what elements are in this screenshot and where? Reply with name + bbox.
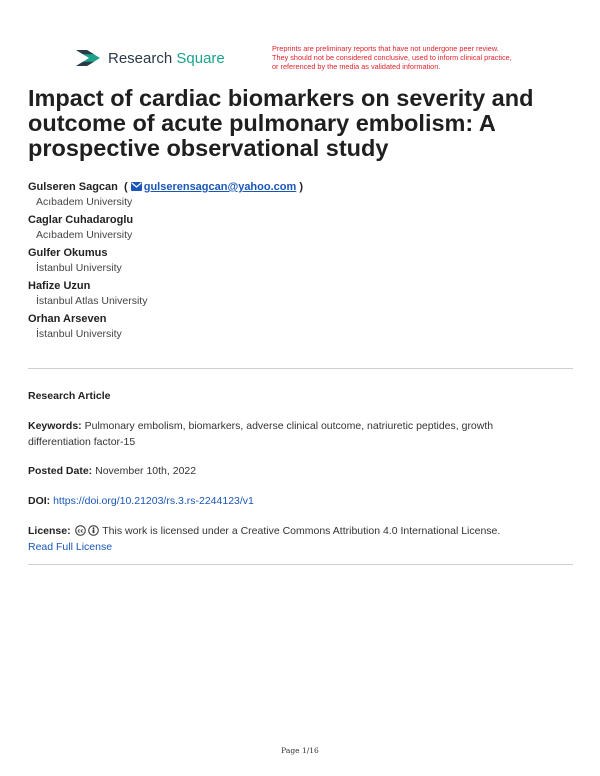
brand-name [108, 50, 225, 67]
doi-link[interactable]: https://doi.org/10.21203/rs.3.rs-2244123/v1 [53, 495, 254, 507]
author-name: Orhan Arseven [28, 313, 107, 325]
author-affiliation: İstanbul University [36, 328, 122, 340]
author-email-link[interactable]: gulserensagcan@yahoo.com [143, 181, 297, 193]
svg-text:cc: cc [77, 528, 83, 535]
author-name: Hafize Uzun [28, 280, 91, 292]
doi-label: DOI: [28, 495, 51, 507]
research-square-logo [74, 47, 225, 69]
cc-icon [75, 525, 86, 536]
posted-date [28, 463, 573, 479]
research-square-logo-icon [74, 47, 102, 69]
author-name: Caglar Cuhadaroglu [28, 214, 134, 226]
disclaimer-line: or referenced by the media as validated information. [272, 62, 441, 71]
author-name: Gulfer Okumus [28, 247, 108, 259]
brand-name-part2: Square [176, 49, 225, 67]
keywords-label: Keywords: [28, 420, 82, 432]
disclaimer-line: Preprints are preliminary reports that have not undergone peer review. [272, 44, 499, 53]
license-label: License: [28, 525, 71, 537]
preprint-disclaimer [272, 44, 562, 71]
author-entry [28, 213, 568, 243]
paper-title: Impact of cardiac biomarkers on severity and outcome of acute pulmonary embolism: A prospective observational study [28, 85, 534, 161]
divider [28, 564, 573, 565]
keywords [28, 418, 573, 450]
license-text: This work is licensed under a Creative Commons Attribution 4.0 International License. [102, 525, 501, 537]
author-entry: Gulseren Sagcan ( gulserensagcan@yahoo.com ) Acıbadem University [28, 180, 568, 210]
attribution-icon [88, 525, 99, 536]
author-list [28, 180, 568, 345]
keywords-text: Pulmonary embolism, biomarkers, adverse clinical outcome, natriuretic peptides, growth [84, 420, 494, 432]
read-full-license-link[interactable]: Read Full License [28, 541, 113, 553]
envelope-icon [131, 182, 142, 191]
doi [28, 493, 573, 509]
author-entry [28, 312, 568, 342]
author-entry [28, 246, 568, 276]
author-affiliation: Acıbadem University [36, 229, 133, 241]
posted-date-value: November 10th, 2022 [95, 465, 197, 477]
disclaimer-line: They should not be considered conclusive, used to inform clinical practice, [272, 53, 512, 62]
author-affiliation: İstanbul Atlas University [36, 295, 148, 307]
page-number: Page 1/16 [281, 746, 319, 755]
author-affiliation: İstanbul University [36, 262, 122, 274]
article-type [28, 388, 573, 404]
keywords-text-continued: differentiation factor-15 [28, 436, 136, 448]
brand-name-part1: Research [108, 49, 173, 67]
divider [28, 368, 573, 369]
posted-date-label: Posted Date: [28, 465, 93, 477]
license [28, 523, 573, 555]
author-entry [28, 279, 568, 309]
article-type-label: Research Article [28, 390, 111, 402]
author-name: Gulseren Sagcan [28, 181, 118, 193]
author-affiliation: Acıbadem University [36, 196, 133, 208]
